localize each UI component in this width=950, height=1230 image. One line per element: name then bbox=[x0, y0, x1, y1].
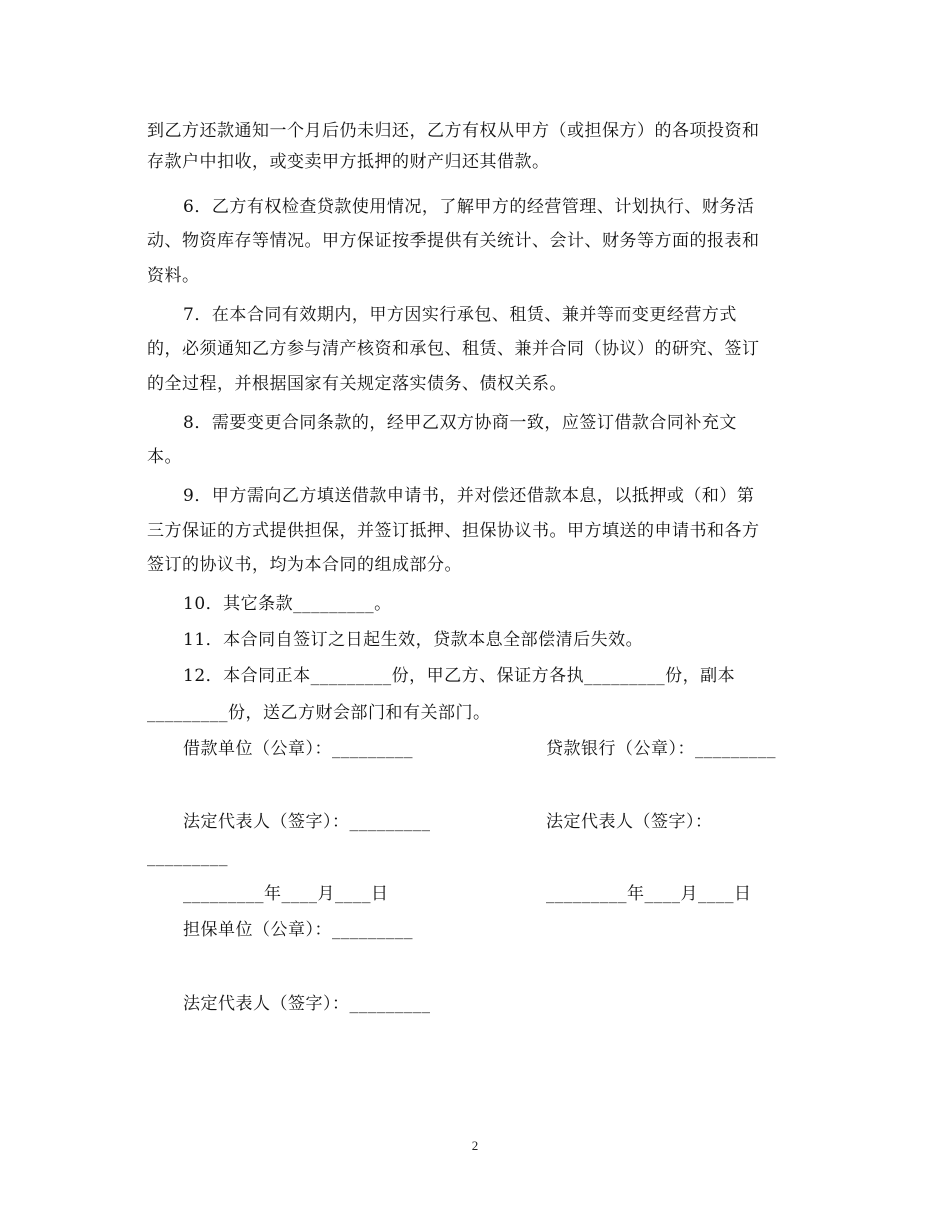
lender-date-field: _________年____月____日 bbox=[546, 884, 752, 904]
p7-line-1: 7．在本合同有效期内，甲方因实行承包、租赁、兼并等而变更经营方式 bbox=[183, 305, 737, 325]
p6-line-1: 6．乙方有权检查贷款使用情况，了解甲方的经营管理、计划执行、财务活 bbox=[183, 197, 755, 217]
borrower-unit-field: 借款单位（公章）：_________ bbox=[183, 739, 413, 759]
page-number: 2 bbox=[471, 1138, 479, 1153]
p12-line-2: _________份，送乙方财会部门和有关部门。 bbox=[147, 703, 491, 723]
p6-line-3: 资料。 bbox=[147, 266, 200, 286]
lender-bank-field: 贷款银行（公章）：_________ bbox=[546, 739, 776, 759]
lender-rep-blank: _________ bbox=[147, 847, 228, 867]
p7-line-2: 的，必须通知乙方参与清产核资和承包、租赁、兼并合同（协议）的研究、签订 bbox=[147, 339, 760, 359]
lender-rep-field: 法定代表人（签字）： bbox=[546, 812, 713, 832]
p6-line-2: 动、物资库存等情况。甲方保证按季提供有关统计、会计、财务等方面的报表和 bbox=[147, 231, 760, 251]
p9-line-3: 签订的协议书，均为本合同的组成部分。 bbox=[147, 555, 462, 575]
p12-line-1: 12．本合同正本_________份，甲乙方、保证方各执_________份，副本 bbox=[183, 666, 736, 686]
p10-line: 10．其它条款_________。 bbox=[183, 594, 392, 614]
p8-line-2: 本。 bbox=[147, 447, 182, 467]
p5-line-2: 存款户中扣收，或变卖甲方抵押的财产归还其借款。 bbox=[147, 152, 550, 172]
borrower-rep-field: 法定代表人（签字）：_________ bbox=[183, 812, 431, 832]
p7-line-3: 的全过程，并根据国家有关规定落实债务、债权关系。 bbox=[147, 374, 567, 394]
p8-line-1: 8．需要变更合同条款的，经甲乙双方协商一致，应签订借款合同补充文 bbox=[183, 413, 737, 433]
guarantor-rep-field: 法定代表人（签字）：_________ bbox=[183, 994, 431, 1014]
p11-line: 11．本合同自签订之日起生效，贷款本息全部偿清后失效。 bbox=[183, 630, 644, 650]
p9-line-1: 9．甲方需向乙方填送借款申请书，并对偿还借款本息，以抵押或（和）第 bbox=[183, 486, 755, 506]
borrower-date-field: _________年____月____日 bbox=[183, 884, 389, 904]
p9-line-2: 三方保证的方式提供担保，并签订抵押、担保协议书。甲方填送的申请书和各方 bbox=[147, 521, 760, 541]
guarantor-unit-field: 担保单位（公章）：_________ bbox=[183, 920, 413, 940]
p5-line-1: 到乙方还款通知一个月后仍未归还，乙方有权从甲方（或担保方）的各项投资和 bbox=[147, 121, 760, 141]
